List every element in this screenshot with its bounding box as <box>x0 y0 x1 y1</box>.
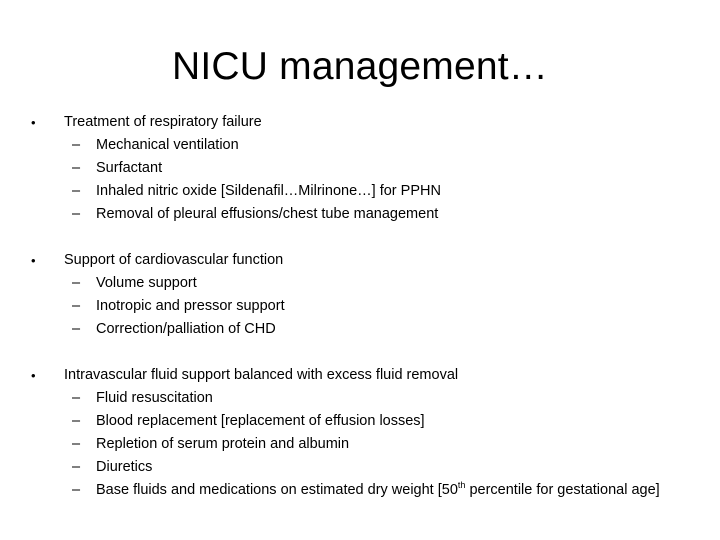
bullet-heading <box>0 111 720 134</box>
dash-icon: – <box>72 321 81 337</box>
dash-icon: – <box>72 275 81 291</box>
dash-icon: – <box>72 160 81 176</box>
bullet-section-respiratory <box>0 111 720 226</box>
bullet-icon: • <box>31 115 36 130</box>
dash-icon: – <box>72 436 81 452</box>
sub-bullet <box>0 134 720 157</box>
sub-bullet <box>0 203 720 226</box>
bullet-heading <box>0 364 720 387</box>
dash-icon: – <box>72 137 81 153</box>
sub-bullet <box>0 295 720 318</box>
sub-bullet-text-part: percentile for gestational age] <box>465 482 660 498</box>
dash-icon: – <box>72 298 81 314</box>
sub-bullet <box>0 410 720 433</box>
sub-bullet <box>0 180 720 203</box>
sub-bullet-text: Inhaled nitric oxide [Sildenafil…Milrinone…] for PPHN <box>96 183 441 199</box>
sub-bullet <box>0 157 720 180</box>
sub-bullet-text: Repletion of serum protein and albumin <box>96 436 350 452</box>
bullet-heading-text: Support of cardiovascular function <box>64 252 284 268</box>
sub-bullet <box>0 272 720 295</box>
dash-icon: – <box>72 183 81 199</box>
slide-content <box>0 111 720 502</box>
bullet-heading-text: Treatment of respiratory failure <box>64 114 262 130</box>
bullet-heading <box>0 249 720 272</box>
bullet-icon: • <box>31 253 36 268</box>
bullet-section-cardiovascular <box>0 249 720 341</box>
sub-bullet <box>0 318 720 341</box>
bullet-section-fluid <box>0 364 720 502</box>
sub-bullet-text: Removal of pleural effusions/chest tube management <box>96 206 439 222</box>
sub-bullet-text: Inotropic and pressor support <box>96 298 285 314</box>
superscript: th <box>457 480 466 491</box>
slide-title: NICU management… <box>171 45 548 88</box>
bullet-heading-text: Intravascular fluid support balanced with excess fluid removal <box>64 367 459 383</box>
sub-bullet-text: Blood replacement [replacement of effusion losses] <box>96 413 425 429</box>
sub-bullet <box>0 479 720 502</box>
sub-bullet <box>0 456 720 479</box>
sub-bullet <box>0 433 720 456</box>
dash-icon: – <box>72 413 81 429</box>
dash-icon: – <box>72 482 81 498</box>
sub-bullet-text <box>96 482 660 498</box>
sub-bullet-text: Surfactant <box>96 160 163 176</box>
bullet-icon: • <box>31 368 36 383</box>
sub-bullet-text-part: Base fluids and medications on estimated dry weight [50 <box>96 482 458 498</box>
dash-icon: – <box>72 390 81 406</box>
sub-bullet-text: Correction/palliation of CHD <box>96 321 276 337</box>
dash-icon: – <box>72 459 81 475</box>
sub-bullet <box>0 387 720 410</box>
sub-bullet-text: Mechanical ventilation <box>96 137 239 153</box>
dash-icon: – <box>72 206 81 222</box>
sub-bullet-text: Diuretics <box>96 459 153 475</box>
sub-bullet-text: Fluid resuscitation <box>96 390 213 406</box>
sub-bullet-text: Volume support <box>96 275 197 291</box>
